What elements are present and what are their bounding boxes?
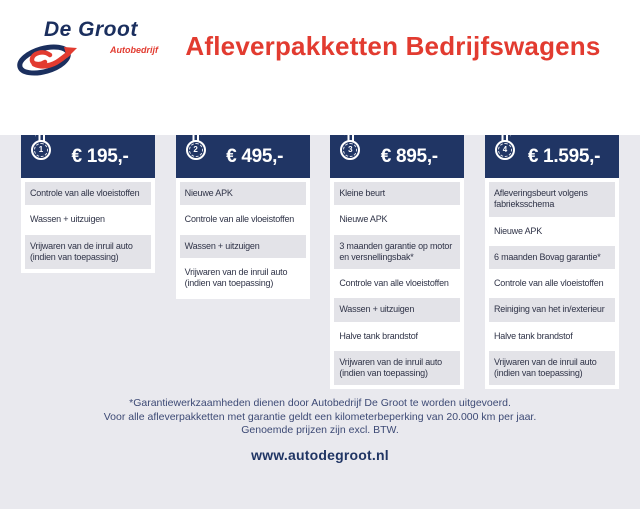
medal-number: 1: [38, 145, 44, 154]
page-header: [0, 0, 640, 92]
main-content: [0, 135, 640, 509]
package-item: Controle van alle vloeistoffen: [489, 272, 615, 295]
disclaimer-line: Genoemde prijzen zijn excl. BTW.: [241, 424, 399, 437]
package-header: [21, 135, 155, 178]
medal-number: 3: [348, 145, 353, 154]
medal-icon: [339, 126, 361, 160]
medal-circle-icon: [31, 140, 51, 160]
package-item: Vrijwaren van de inruil auto (indien van toepassing): [489, 351, 615, 386]
package-item: Halve tank brandstof: [489, 325, 615, 348]
package-header: [176, 135, 310, 178]
page-title: Afleverpakketten Bedrijfswagens: [185, 30, 601, 61]
bottom-strip: [0, 509, 640, 523]
package-item: Vrijwaren van de inruil auto (indien van toepassing): [180, 261, 306, 296]
package-item: Vrijwaren van de inruil auto (indien van toepassing): [334, 351, 460, 386]
package-item: Nieuwe APK: [489, 220, 615, 243]
medal-number: 2: [193, 145, 198, 154]
package-price: € 895,-: [380, 145, 438, 167]
package-item: Afleveringsbeurt volgens fabrieksschema: [489, 182, 615, 217]
package-item: Wassen + uitzuigen: [180, 235, 306, 258]
package-items: [21, 178, 155, 273]
package-item: Controle van alle vloeistoffen: [180, 208, 306, 231]
brand-name: De Groot: [44, 18, 138, 41]
package-item: Wassen + uitzuigen: [25, 208, 151, 231]
medal-circle-icon: [340, 140, 360, 160]
packages-grid: [0, 135, 640, 389]
package-card: [485, 135, 619, 389]
website-row: [0, 447, 640, 465]
medal-circle-icon: [186, 140, 206, 160]
package-item: Controle van alle vloeistoffen: [334, 272, 460, 295]
brand-logo: [14, 16, 172, 76]
disclaimer-line: Voor alle afleverpakketten met garantie geldt een kilometerbeperking van 20.000 km per jaar.: [103, 410, 537, 423]
package-item: Reiniging van het in/exterieur: [489, 298, 615, 321]
medal-circle-icon: [495, 140, 515, 160]
package-card: [330, 135, 464, 389]
package-item: Nieuwe APK: [334, 208, 460, 231]
package-item: Controle van alle vloeistoffen: [25, 182, 151, 205]
package-price: € 1.595,-: [527, 145, 601, 167]
disclaimer: [0, 397, 640, 438]
package-items: [176, 178, 310, 299]
package-item: Kleine beurt: [334, 182, 460, 205]
package-items: [485, 178, 619, 389]
package-header: [330, 135, 464, 178]
package-item: Halve tank brandstof: [334, 325, 460, 348]
disclaimer-line: *Garantiewerkzaamheden dienen door Autobedrijf De Groot te worden uitgevoerd.: [129, 397, 511, 410]
medal-number: 4: [502, 145, 508, 154]
brand-subtitle: Autobedrijf: [110, 45, 158, 55]
package-card: [21, 135, 155, 273]
medal-icon: [494, 126, 516, 160]
package-card: [176, 135, 310, 299]
package-item: Wassen + uitzuigen: [334, 298, 460, 321]
medal-icon: [185, 126, 207, 160]
package-item: 6 maanden Bovag garantie*: [489, 246, 615, 269]
package-price: € 195,-: [71, 145, 129, 167]
package-item: 3 maanden garantie op motor en versnellingsbak*: [334, 235, 460, 270]
package-header: [485, 135, 619, 178]
website-link[interactable]: www.autodegroot.nl: [251, 446, 389, 463]
swoosh-logo-icon: [14, 36, 80, 78]
medal-icon: [30, 126, 52, 160]
package-price: € 495,-: [226, 145, 284, 167]
package-item: Nieuwe APK: [180, 182, 306, 205]
package-item: Vrijwaren van de inruil auto (indien van toepassing): [25, 235, 151, 270]
package-items: [330, 178, 464, 389]
